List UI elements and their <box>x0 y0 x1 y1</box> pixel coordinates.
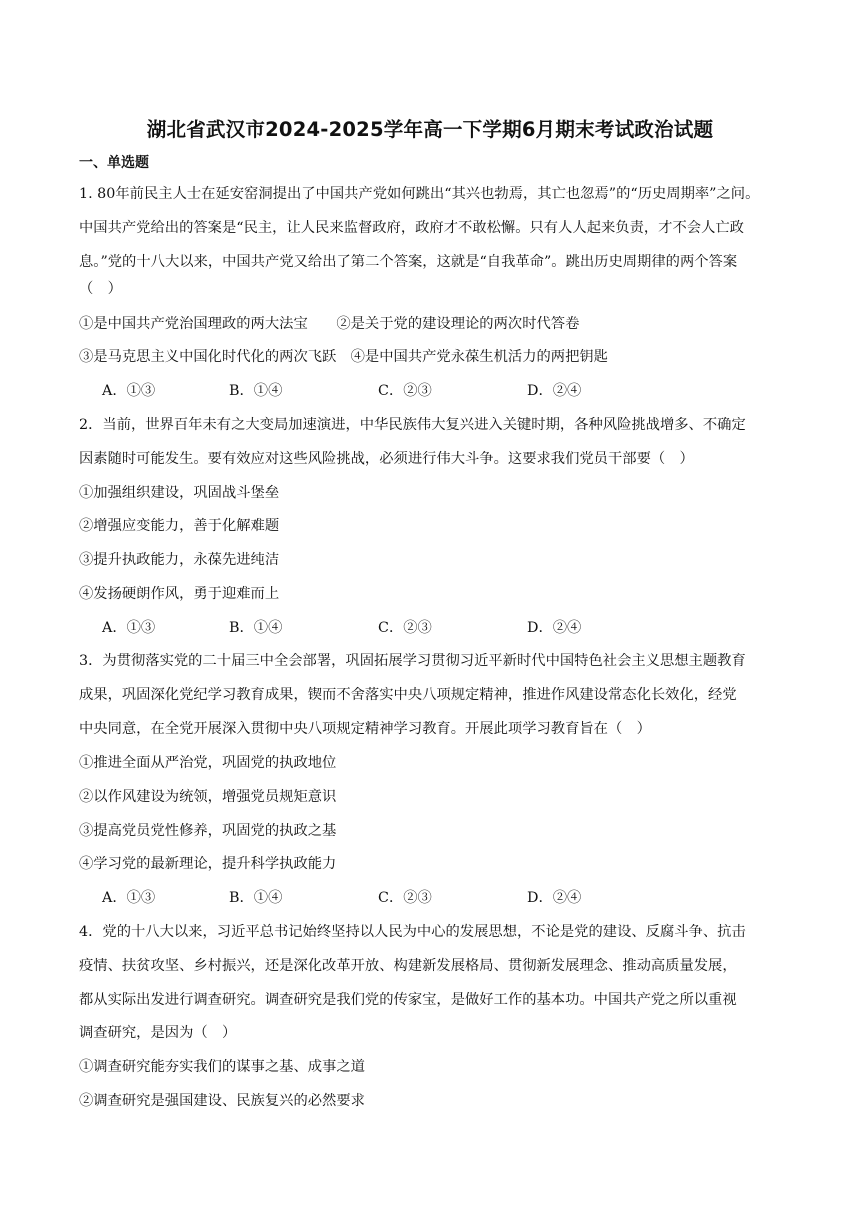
question-4-choice-2: ②调查研究是强国建设、民族复兴的必然要求 <box>79 1093 365 1109</box>
question-1-options <box>0 381 860 401</box>
question-1-choice-line-1: ①是中国共产党治国理政的两大法宝 ②是关于党的建设理论的两次时代答卷 <box>79 316 580 332</box>
question-3-choice-3: ③提高党员党性修养，巩固党的执政之基 <box>79 823 337 839</box>
question-2-line-2: 因素随时可能发生。要有效应对这些风险挑战，必须进行伟大斗争。这要求我们党员干部要（ ） <box>79 451 694 467</box>
question-2-choice-4: ④发扬硬朗作风，勇于迎难而上 <box>79 586 280 602</box>
option-a[interactable]: A．①③ <box>102 383 156 399</box>
option-c[interactable]: C．②③ <box>378 890 432 906</box>
option-a[interactable]: A．①③ <box>102 620 156 636</box>
option-d[interactable]: D．②④ <box>527 620 582 636</box>
question-4-choice-1: ①调查研究能夯实我们的谋事之基、成事之道 <box>79 1059 365 1075</box>
document-title: 湖北省武汉市2024-2025学年高一下学期6月期末考试政治试题 <box>146 118 714 141</box>
question-2-choice-1: ①加强组织建设，巩固战斗堡垒 <box>79 485 280 501</box>
question-1-line-3: 息。”党的十八大以来，中国共产党又给出了第二个答案，这就是“自我革命”。跳出历史周期律的两个答案 <box>79 254 738 270</box>
question-4-line-2: 疫情、扶贫攻坚、乡村振兴，还是深化改革开放、构建新发展格局、贯彻新发展理念、推动高质量发展， <box>79 958 737 974</box>
question-3-line-2: 成果，巩固深化党纪学习教育成果，锲而不舍落实中央八项规定精神，推进作风建设常态化长效化，经党 <box>79 687 737 703</box>
question-3-choice-1: ①推进全面从严治党，巩固党的执政地位 <box>79 755 337 771</box>
option-c[interactable]: C．②③ <box>378 383 432 399</box>
question-1-choice-line-2: ③是马克思主义中国化时代化的两次飞跃 ④是中国共产党永葆生机活力的两把钥匙 <box>79 349 608 365</box>
question-3-choice-4: ④学习党的最新理论，提升科学执政能力 <box>79 856 337 872</box>
question-3-choice-2: ②以作风建设为统领，增强党员规矩意识 <box>79 789 337 805</box>
question-1-line-4: （ ） <box>79 281 122 297</box>
option-b[interactable]: B．①④ <box>229 620 283 636</box>
question-4-line-4: 调查研究，是因为（ ） <box>79 1025 237 1041</box>
option-c[interactable]: C．②③ <box>378 620 432 636</box>
question-3-options <box>0 888 860 908</box>
question-2-options <box>0 618 860 638</box>
question-4-line-3: 都从实际出发进行调查研究。调查研究是我们党的传家宝，是做好工作的基本功。中国共产党之所以重视 <box>79 992 737 1008</box>
option-b[interactable]: B．①④ <box>229 383 283 399</box>
option-b[interactable]: B．①④ <box>229 890 283 906</box>
option-a[interactable]: A．①③ <box>102 890 156 906</box>
question-1-line-2: 中国共产党给出的答案是“民主，让人民来监督政府，政府才不敢松懈。只有人人起来负责，才不会人亡政 <box>79 220 744 236</box>
option-d[interactable]: D．②④ <box>527 383 582 399</box>
question-2-choice-3: ③提升执政能力，永葆先进纯洁 <box>79 552 280 568</box>
section-heading: 一、单选题 <box>79 155 149 171</box>
question-3-line-3: 中央同意，在全党开展深入贯彻中央八项规定精神学习教育。开展此项学习教育旨在（ ） <box>79 721 651 737</box>
question-2-line-1: 2．当前，世界百年未有之大变局加速演进，中华民族伟大复兴进入关键时期，各种风险挑战增多、不确定 <box>79 417 746 433</box>
question-2-choice-2: ②增强应变能力，善于化解难题 <box>79 518 280 534</box>
option-d[interactable]: D．②④ <box>527 890 582 906</box>
question-3-line-1: 3．为贯彻落实党的二十届三中全会部署，巩固拓展学习贯彻习近平新时代中国特色社会主义思想主题教育 <box>79 653 746 669</box>
question-4-line-1: 4．党的十八大以来，习近平总书记始终坚持以人民为中心的发展思想，不论是党的建设、反腐斗争、抗击 <box>79 924 746 940</box>
question-1-line-1: 1. 80年前民主人士在延安窑洞提出了中国共产党如何跳出“其兴也勃焉，其亡也忽焉”的“历史周期率”之问。 <box>79 186 760 202</box>
